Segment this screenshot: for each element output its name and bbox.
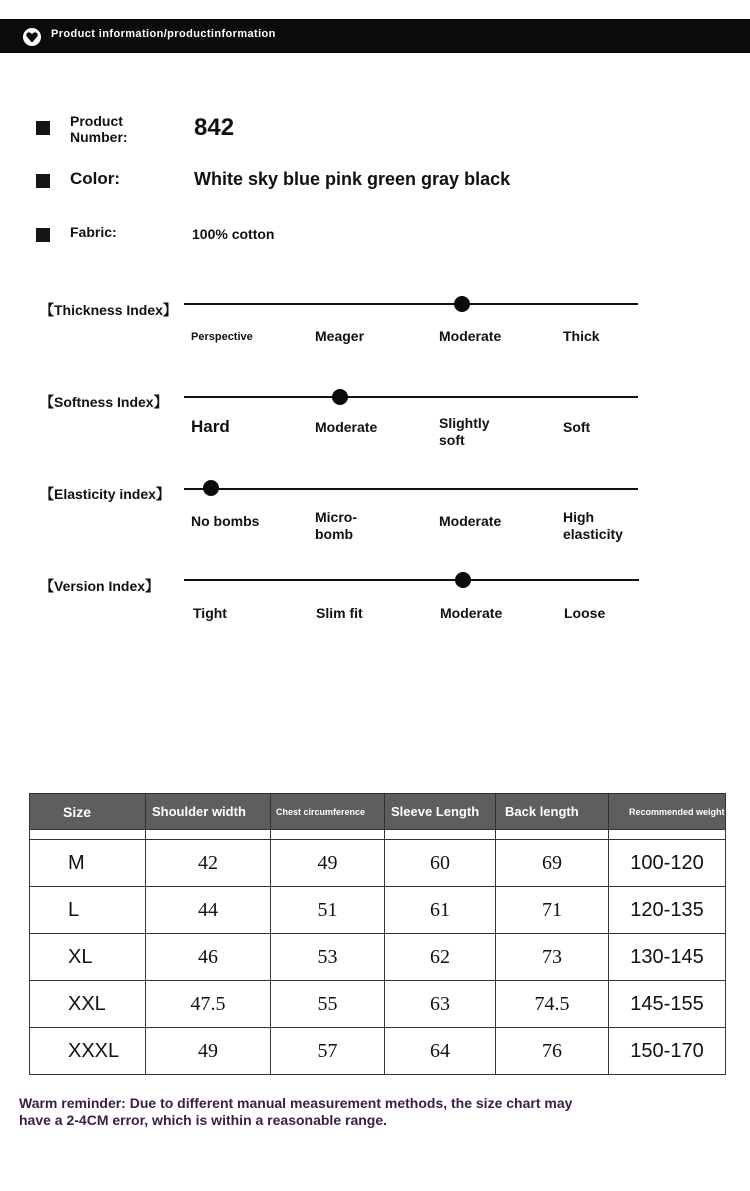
- thickness-index-label: 【Thickness Index】: [40, 302, 177, 318]
- product-number-label: Product Number:: [70, 113, 128, 145]
- fabric-value: 100% cotton: [192, 226, 275, 242]
- product-number-value: 842: [194, 114, 235, 141]
- table-cell: 62: [385, 934, 496, 981]
- heart-icon: [23, 28, 41, 46]
- table-cell: XL: [30, 934, 146, 981]
- table-cell: 44: [146, 887, 271, 934]
- header-cell: Back length: [496, 794, 609, 830]
- size-table: [29, 793, 726, 1075]
- softness-option: Slightly soft: [439, 415, 490, 448]
- header-cell: Shoulder width: [146, 794, 271, 830]
- table-cell: 47.5: [146, 981, 271, 1028]
- table-cell: 46: [146, 934, 271, 981]
- table-cell: 120-135: [609, 887, 726, 934]
- table-cell: 74.5: [496, 981, 609, 1028]
- table-cell: 49: [271, 840, 385, 887]
- elasticity-option: Micro-bomb: [315, 509, 357, 542]
- thickness-selected-dot: [454, 296, 470, 312]
- table-cell: 63: [385, 981, 496, 1028]
- table-cell: 42: [146, 840, 271, 887]
- elasticity-option: High elasticity: [563, 509, 623, 542]
- softness-option: Hard: [191, 417, 230, 436]
- table-row: [30, 981, 726, 1028]
- table-cell: 130-145: [609, 934, 726, 981]
- table-cell: 49: [146, 1028, 271, 1075]
- fabric-label: Fabric:: [70, 224, 117, 240]
- version-scale-line: [184, 579, 639, 581]
- table-cell: XXL: [30, 981, 146, 1028]
- bullet-square-icon: [36, 228, 50, 242]
- header-cell: Chest circumference: [271, 794, 385, 830]
- table-cell: 61: [385, 887, 496, 934]
- table-cell: 76: [496, 1028, 609, 1075]
- header-title: Product information/productinformation: [51, 28, 276, 40]
- thickness-option: Thick: [563, 328, 600, 344]
- table-cell: 145-155: [609, 981, 726, 1028]
- table-cell: 73: [496, 934, 609, 981]
- thickness-option: Moderate: [439, 328, 502, 344]
- table-cell: 100-120: [609, 840, 726, 887]
- warm-reminder-text: Warm reminder: Due to different manual measurement methods, the size chart may have a 2-4CM error, which is within a reasonable range.: [19, 1095, 573, 1128]
- table-cell: 53: [271, 934, 385, 981]
- thickness-scale-line: [184, 303, 638, 305]
- table-cell: 150-170: [609, 1028, 726, 1075]
- softness-option: Soft: [563, 419, 591, 435]
- table-cell: 69: [496, 840, 609, 887]
- thickness-option: Meager: [315, 328, 365, 344]
- table-cell: 64: [385, 1028, 496, 1075]
- softness-option: Moderate: [315, 419, 378, 435]
- version-option: Moderate: [440, 605, 503, 621]
- softness-scale-line: [184, 396, 638, 398]
- softness-index-label: 【Softness Index】: [40, 394, 168, 410]
- elasticity-option: No bombs: [191, 513, 260, 529]
- version-option: Loose: [564, 605, 606, 621]
- softness-selected-dot: [332, 389, 348, 405]
- elasticity-scale-line: [184, 488, 638, 490]
- table-cell: XXXL: [30, 1028, 146, 1075]
- table-row: [30, 1028, 726, 1075]
- size-table-header: [30, 794, 726, 830]
- elasticity-selected-dot: [203, 480, 219, 496]
- table-cell: 55: [271, 981, 385, 1028]
- version-selected-dot: [455, 572, 471, 588]
- header-cell: Sleeve Length: [385, 794, 496, 830]
- version-option: Tight: [193, 605, 227, 621]
- table-row: [30, 887, 726, 934]
- color-label: Color:: [70, 169, 121, 188]
- table-cell: 57: [271, 1028, 385, 1075]
- version-index-label: 【Version Index】: [40, 578, 160, 594]
- header-cell: Size: [30, 794, 146, 830]
- table-cell: 51: [271, 887, 385, 934]
- bullet-square-icon: [36, 174, 50, 188]
- thickness-option: Perspective: [191, 331, 253, 343]
- version-option: Slim fit: [316, 605, 363, 621]
- table-cell: L: [30, 887, 146, 934]
- header-cell: Recommended weight: [609, 794, 726, 830]
- table-cell: 60: [385, 840, 496, 887]
- header-bar: [0, 19, 750, 53]
- bullet-square-icon: [36, 121, 50, 135]
- table-cell: M: [30, 840, 146, 887]
- elasticity-index-label: 【Elasticity index】: [40, 486, 170, 502]
- table-row: [30, 934, 726, 981]
- table-cell: 71: [496, 887, 609, 934]
- table-row: [30, 840, 726, 887]
- elasticity-option: Moderate: [439, 513, 502, 529]
- color-value: White sky blue pink green gray black: [194, 169, 511, 189]
